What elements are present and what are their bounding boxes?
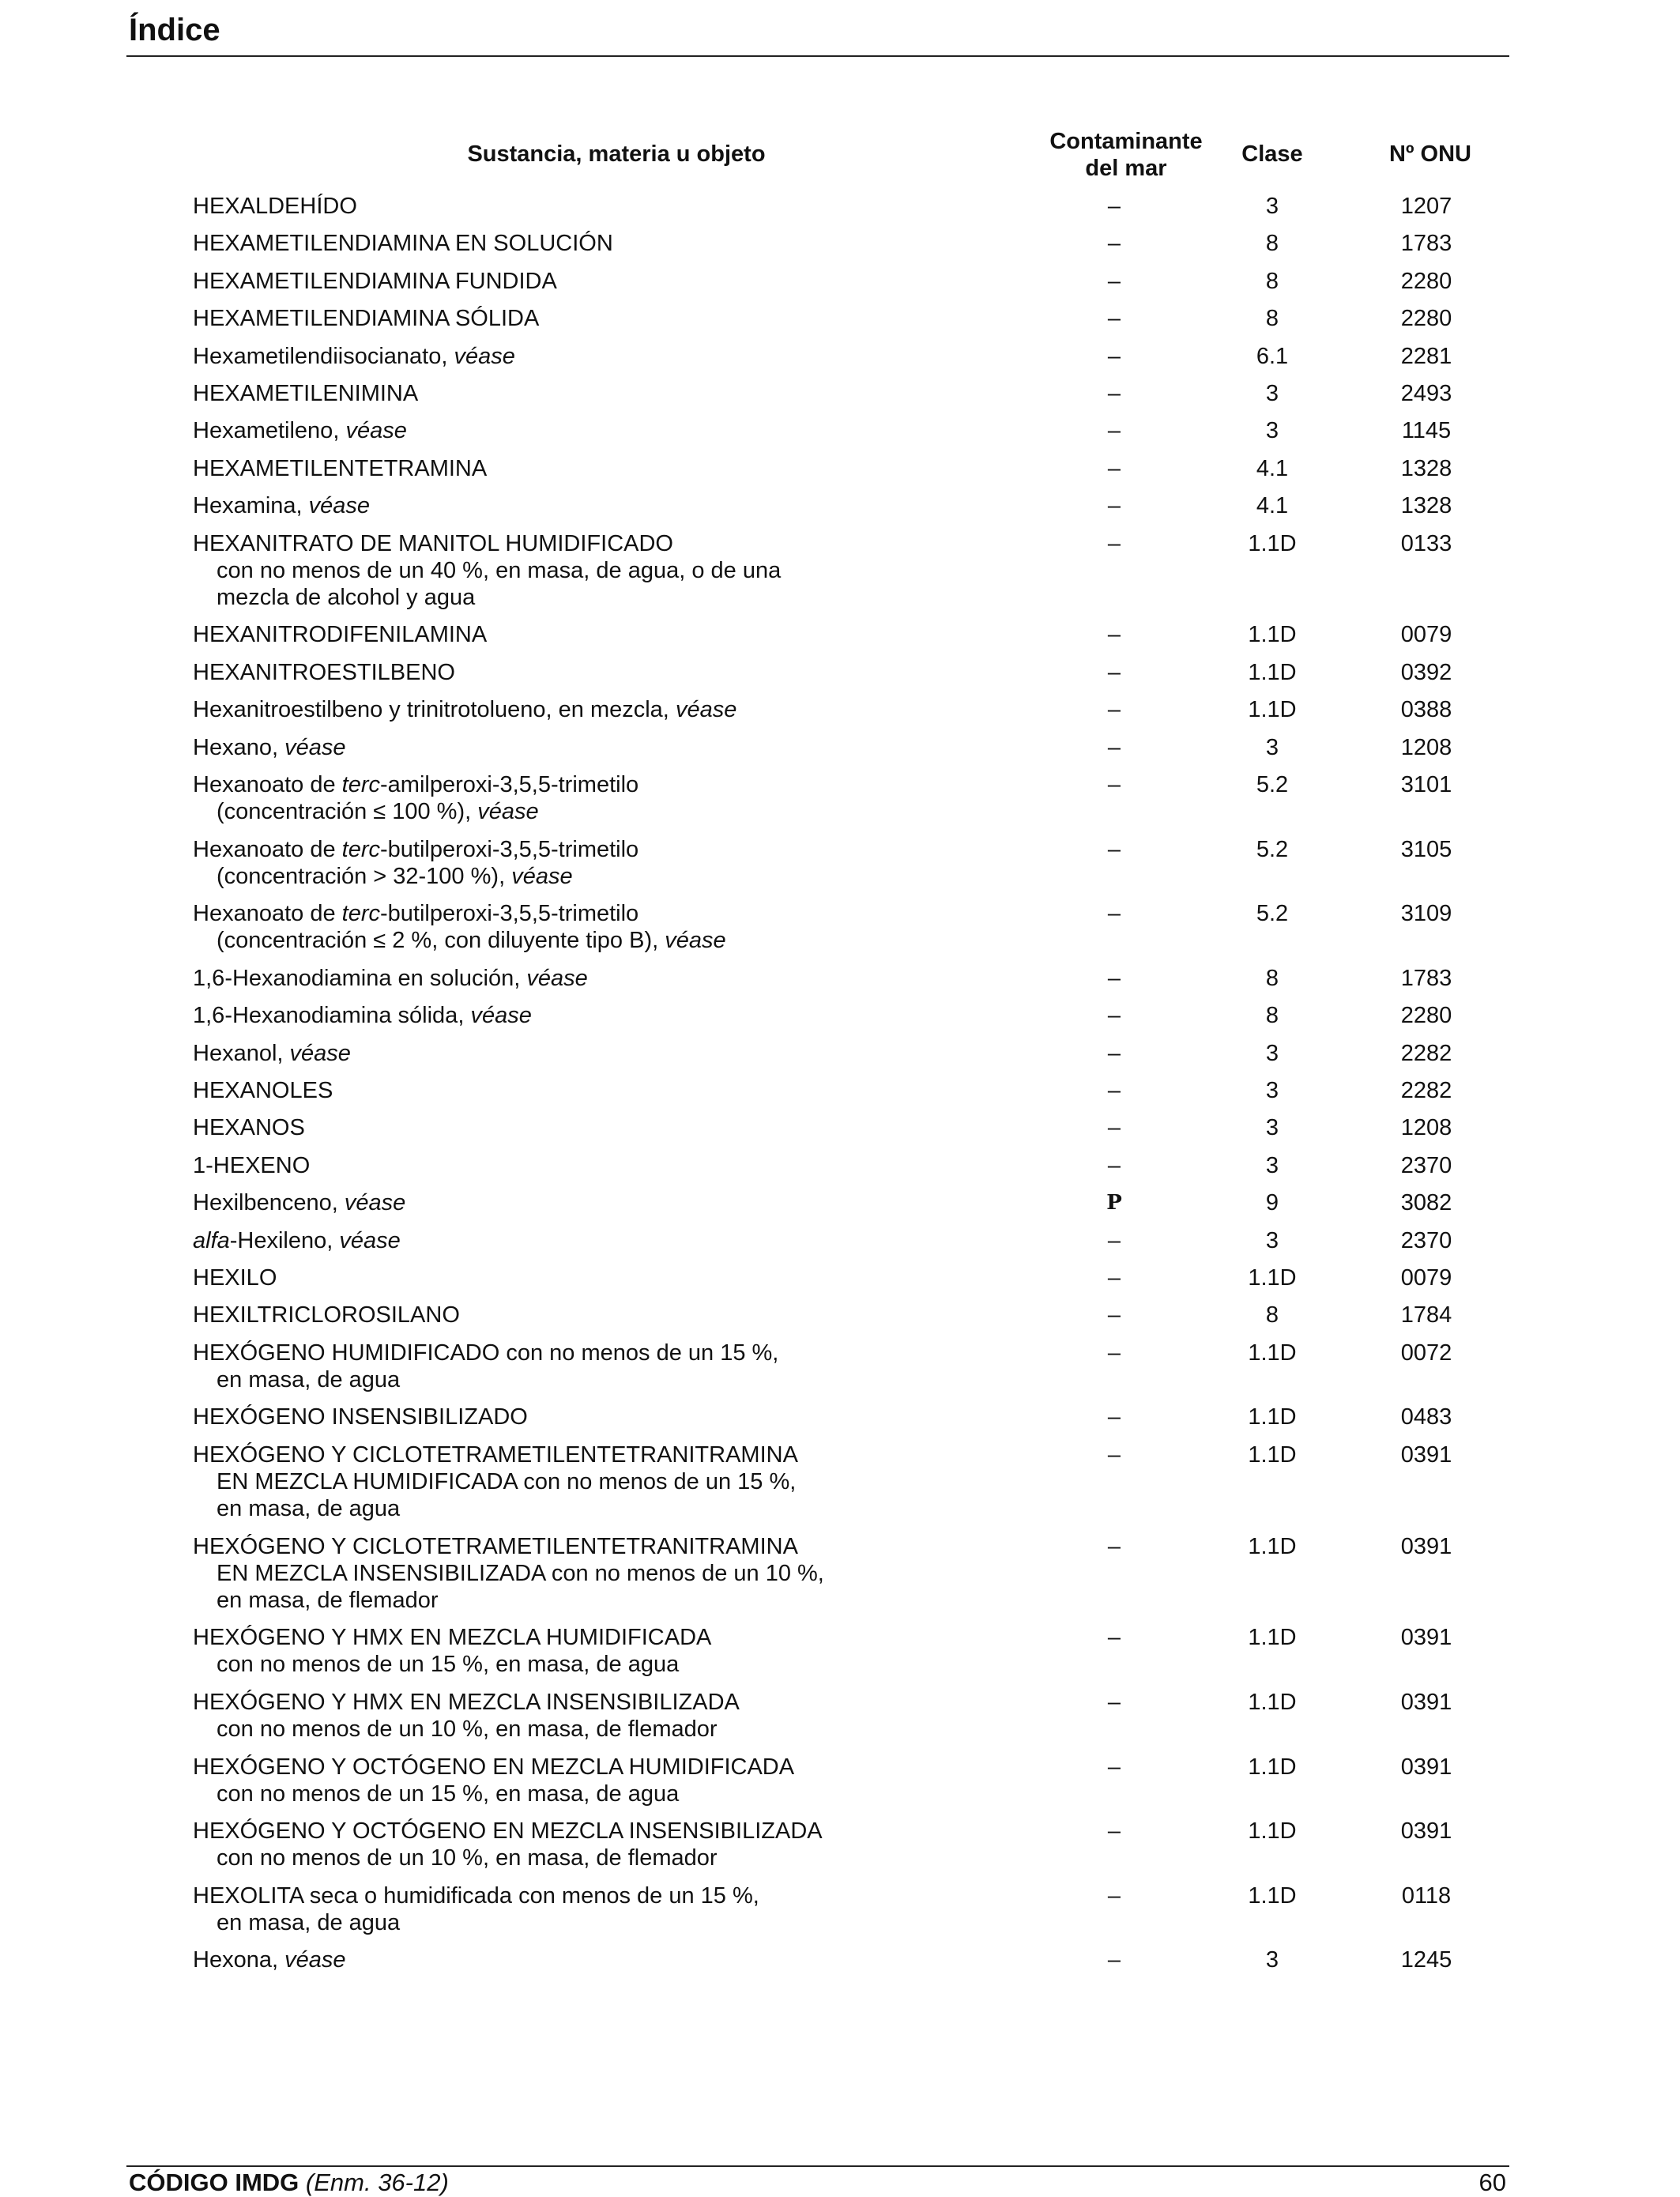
class-cell: 6.1 xyxy=(1256,343,1289,369)
marine-pollutant-cell: – xyxy=(1107,659,1121,685)
substance-name-text: (concentración ≤ 100 %), xyxy=(217,799,478,824)
substance-name-italic: véase xyxy=(284,734,346,760)
substance-name-text: HEXAMETILENDIAMINA EN SOLUCIÓN xyxy=(193,231,613,257)
substance-name-text: con no menos de un 15 %, en masa, de agua xyxy=(217,1781,680,1807)
un-number-cell: 2281 xyxy=(1400,343,1452,369)
substance-name-continuation xyxy=(193,1909,983,1936)
column-header-marine-line2: del mar xyxy=(1085,156,1167,181)
substance-name xyxy=(193,1002,983,1029)
substance-name xyxy=(193,492,983,519)
substance-name xyxy=(193,1624,983,1678)
class-cell: 3 xyxy=(1265,734,1279,760)
substance-name-continuation xyxy=(193,1651,983,1678)
un-number-cell: 2282 xyxy=(1400,1040,1452,1066)
class-cell: 1.1D xyxy=(1248,1404,1297,1430)
class-cell: 4.1 xyxy=(1256,493,1289,519)
substance-name-line xyxy=(193,696,983,723)
substance-name-text: -butilperoxi-3,5,5-trimetilo xyxy=(380,901,639,927)
substance-name-continuation xyxy=(193,1560,983,1587)
substance-name-continuation xyxy=(193,584,983,611)
substance-name-text: con no menos de un 15 %, en masa, de agua xyxy=(217,1652,680,1678)
substance-name-text: HEXANITRATO DE MANITOL HUMIDIFICADO xyxy=(193,530,673,556)
marine-pollutant-cell: – xyxy=(1107,194,1121,219)
un-number-cell: 0483 xyxy=(1400,1404,1452,1430)
substance-name-text: en masa, de agua xyxy=(217,1495,401,1521)
marine-pollutant-cell: – xyxy=(1107,1404,1121,1430)
marine-pollutant-cell: – xyxy=(1107,836,1121,862)
substance-name-line xyxy=(193,1152,983,1179)
class-cell: 1.1D xyxy=(1248,1754,1297,1780)
un-number-cell: 0133 xyxy=(1400,530,1452,556)
marine-pollutant-cell: – xyxy=(1107,1533,1121,1559)
substance-name-text: HEXÓGENO Y OCTÓGENO EN MEZCLA HUMIDIFICADA xyxy=(193,1754,795,1780)
un-number-cell: 1328 xyxy=(1400,455,1452,481)
marine-pollutant-cell: – xyxy=(1107,1078,1121,1103)
un-number-cell: 0118 xyxy=(1401,1882,1452,1909)
substance-name xyxy=(193,1040,983,1067)
substance-name-line xyxy=(193,1946,983,1973)
substance-name xyxy=(193,696,983,723)
substance-name xyxy=(193,268,983,295)
substance-name-text: (concentración > 32-100 %), xyxy=(217,863,512,889)
un-number-cell: 2282 xyxy=(1400,1078,1452,1103)
substance-name xyxy=(193,1189,983,1216)
class-cell: 1.1D xyxy=(1248,1818,1297,1845)
substance-name-italic: terc xyxy=(341,836,380,862)
marine-pollutant-cell: – xyxy=(1107,901,1121,927)
substance-name-text: en masa, de agua xyxy=(217,1909,401,1935)
substance-name-text: EN MEZCLA INSENSIBILIZADA con no menos de un 10 %, xyxy=(217,1560,824,1586)
column-header-marine-line1: Contaminante xyxy=(1049,129,1203,154)
class-cell: 1.1D xyxy=(1248,622,1297,648)
un-number-cell: 0072 xyxy=(1400,1340,1452,1366)
substance-name-italic: véase xyxy=(345,418,407,444)
class-cell: 8 xyxy=(1265,231,1279,257)
class-cell: 3 xyxy=(1265,1947,1279,1973)
un-number-cell: 0391 xyxy=(1400,1533,1452,1559)
substance-name xyxy=(193,1441,983,1522)
substance-name-text: mezcla de alcohol y agua xyxy=(217,584,476,610)
header-rule xyxy=(126,55,1509,57)
page-title: Índice xyxy=(129,13,220,47)
substance-name-italic: véase xyxy=(344,1190,406,1216)
substance-name xyxy=(193,900,983,954)
substance-name-italic: véase xyxy=(675,697,737,723)
substance-name xyxy=(193,1302,983,1328)
substance-name xyxy=(193,659,983,686)
substance-name-text: HEXOLITA seca o humidificada con menos de un 15 %, xyxy=(193,1882,759,1909)
substance-name-line xyxy=(193,771,983,798)
un-number-cell: 1328 xyxy=(1400,493,1452,519)
substance-name-italic: terc xyxy=(341,901,380,927)
class-cell: 3 xyxy=(1265,1040,1279,1066)
substance-name-line xyxy=(193,1189,983,1216)
marine-pollutant-cell: – xyxy=(1107,622,1121,648)
marine-pollutant-cell: – xyxy=(1107,418,1121,444)
substance-name-text: en masa, de flemador xyxy=(217,1587,439,1613)
substance-name xyxy=(193,1533,983,1614)
marine-pollutant-cell: – xyxy=(1107,1227,1121,1253)
un-number-cell: 3082 xyxy=(1400,1190,1452,1216)
substance-name-text: HEXILO xyxy=(193,1265,277,1291)
marine-pollutant-cell: – xyxy=(1107,493,1121,519)
substance-name xyxy=(193,1114,983,1141)
substance-name-line xyxy=(193,1002,983,1029)
class-cell: 3 xyxy=(1265,1078,1279,1103)
marine-pollutant-cell: P xyxy=(1106,1191,1122,1215)
class-cell: 1.1D xyxy=(1248,1533,1297,1559)
substance-name-continuation xyxy=(193,1716,983,1743)
substance-name xyxy=(193,1077,983,1104)
substance-name xyxy=(193,734,983,761)
substance-name xyxy=(193,836,983,890)
substance-name-text: HEXAMETILENIMINA xyxy=(193,381,419,406)
substance-name xyxy=(193,1264,983,1291)
substance-name-text: Hexano, xyxy=(193,734,285,760)
substance-name-text: con no menos de un 10 %, en masa, de flemador xyxy=(217,1845,718,1871)
un-number-cell: 2370 xyxy=(1400,1152,1452,1178)
un-number-cell: 0392 xyxy=(1400,659,1452,685)
marine-pollutant-cell: – xyxy=(1107,306,1121,332)
class-cell: 1.1D xyxy=(1248,1882,1297,1909)
un-number-cell: 1145 xyxy=(1401,418,1452,444)
substance-name xyxy=(193,621,983,648)
class-cell: 5.2 xyxy=(1256,901,1289,927)
class-cell: 3 xyxy=(1265,381,1279,406)
class-cell: 8 xyxy=(1265,1302,1279,1328)
substance-name-text: HEXANITROESTILBENO xyxy=(193,659,455,685)
un-number-cell: 0391 xyxy=(1400,1690,1452,1715)
substance-name xyxy=(193,1818,983,1871)
marine-pollutant-cell: – xyxy=(1107,1265,1121,1291)
class-cell: 3 xyxy=(1265,418,1279,444)
footer-code xyxy=(129,2169,449,2197)
substance-name-line xyxy=(193,1689,983,1716)
marine-pollutant-cell: – xyxy=(1107,1115,1121,1141)
class-cell: 5.2 xyxy=(1256,836,1289,862)
substance-name xyxy=(193,380,983,407)
substance-name-text: con no menos de un 10 %, en masa, de flemador xyxy=(217,1717,718,1742)
substance-name-continuation xyxy=(193,863,983,890)
substance-name-line xyxy=(193,305,983,332)
marine-pollutant-cell: – xyxy=(1107,772,1121,797)
footer-code-name: CÓDIGO IMDG xyxy=(129,2169,299,2196)
page-number: 60 xyxy=(1478,2169,1506,2196)
substance-name-text: con no menos de un 40 %, en masa, de agua, o de una xyxy=(217,557,782,583)
substance-name-text: HEXANOLES xyxy=(193,1078,333,1103)
un-number-cell: 0391 xyxy=(1400,1754,1452,1780)
un-number-cell: 2493 xyxy=(1400,381,1452,406)
marine-pollutant-cell: – xyxy=(1107,1340,1121,1366)
substance-name-line xyxy=(193,530,983,557)
substance-name-text: Hexona, xyxy=(193,1947,285,1973)
substance-name-text: (concentración ≤ 2 %, con diluyente tipo B), xyxy=(217,928,665,954)
substance-name-line xyxy=(193,1077,983,1104)
substance-name-line xyxy=(193,1040,983,1067)
marine-pollutant-cell: – xyxy=(1107,343,1121,369)
substance-name-italic: véase xyxy=(470,1003,532,1029)
substance-name-line xyxy=(193,1227,983,1254)
substance-name-text: 1-HEXENO xyxy=(193,1152,311,1178)
substance-name xyxy=(193,1882,983,1936)
substance-name-line xyxy=(193,734,983,761)
marine-pollutant-cell: – xyxy=(1107,965,1121,991)
class-cell: 1.1D xyxy=(1248,1265,1297,1291)
marine-pollutant-cell: – xyxy=(1107,381,1121,406)
marine-pollutant-cell: – xyxy=(1107,455,1121,481)
substance-name-continuation xyxy=(193,1587,983,1614)
substance-name xyxy=(193,1689,983,1743)
un-number-cell: 1245 xyxy=(1400,1947,1452,1973)
un-number-cell: 0391 xyxy=(1400,1441,1452,1468)
substance-name-line xyxy=(193,1441,983,1468)
substance-name-line xyxy=(193,1533,983,1560)
marine-pollutant-cell: – xyxy=(1107,1818,1121,1845)
marine-pollutant-cell: – xyxy=(1107,697,1121,723)
substance-name-text: EN MEZCLA HUMIDIFICADA con no menos de un 15 %, xyxy=(217,1468,797,1494)
substance-name-line xyxy=(193,965,983,992)
substance-name xyxy=(193,230,983,257)
un-number-cell: 1784 xyxy=(1400,1302,1452,1328)
substance-name-text: HEXALDEHÍDO xyxy=(193,194,357,219)
marine-pollutant-cell: – xyxy=(1107,268,1121,294)
substance-name-text: 1,6-Hexanodiamina sólida, xyxy=(193,1003,471,1029)
substance-name-text: en masa, de agua xyxy=(217,1366,401,1392)
class-cell: 5.2 xyxy=(1256,772,1289,797)
marine-pollutant-cell: – xyxy=(1107,1040,1121,1066)
substance-name-text: Hexanoato de xyxy=(193,772,342,797)
un-number-cell: 1783 xyxy=(1400,965,1452,991)
substance-name-italic: véase xyxy=(289,1040,351,1066)
substance-name-line xyxy=(193,193,983,220)
substance-name-line xyxy=(193,230,983,257)
marine-pollutant-cell: – xyxy=(1107,1152,1121,1178)
marine-pollutant-cell: – xyxy=(1107,1625,1121,1651)
footer-rule xyxy=(126,2165,1509,2167)
substance-name-text: HEXANITRODIFENILAMINA xyxy=(193,622,488,648)
un-number-cell: 1208 xyxy=(1400,734,1452,760)
substance-name xyxy=(193,1946,983,1973)
un-number-cell: 1208 xyxy=(1400,1115,1452,1141)
un-number-cell: 1783 xyxy=(1400,231,1452,257)
substance-name xyxy=(193,305,983,332)
class-cell: 1.1D xyxy=(1248,1625,1297,1651)
marine-pollutant-cell: – xyxy=(1107,231,1121,257)
substance-name-italic: véase xyxy=(477,799,539,824)
substance-name-text: 1,6-Hexanodiamina en solución, xyxy=(193,965,527,991)
substance-name-italic: terc xyxy=(341,772,380,797)
class-cell: 8 xyxy=(1265,268,1279,294)
class-cell: 1.1D xyxy=(1248,530,1297,556)
un-number-cell: 1207 xyxy=(1400,194,1452,219)
substance-name-italic: alfa xyxy=(193,1227,230,1253)
class-cell: 1.1D xyxy=(1248,1340,1297,1366)
un-number-cell: 2280 xyxy=(1400,1003,1452,1029)
un-number-cell: 0391 xyxy=(1400,1818,1452,1845)
class-cell: 1.1D xyxy=(1248,1690,1297,1715)
substance-name-text: Hexilbenceno, xyxy=(193,1190,345,1216)
class-cell: 9 xyxy=(1265,1190,1279,1216)
substance-name-text: Hexamina, xyxy=(193,493,309,519)
substance-name-text: HEXÓGENO Y OCTÓGENO EN MEZCLA INSENSIBILIZADA xyxy=(193,1818,823,1845)
substance-name xyxy=(193,1152,983,1179)
substance-name-continuation xyxy=(193,557,983,584)
substance-name-italic: véase xyxy=(308,493,371,519)
substance-name xyxy=(193,1227,983,1254)
column-header-un-number: Nº ONU xyxy=(1388,141,1472,167)
class-cell: 3 xyxy=(1265,1115,1279,1141)
substance-name-continuation xyxy=(193,798,983,825)
class-cell: 8 xyxy=(1265,1003,1279,1029)
substance-name-continuation xyxy=(193,1845,983,1871)
marine-pollutant-cell: – xyxy=(1107,734,1121,760)
substance-name-text: -Hexileno, xyxy=(229,1227,340,1253)
substance-name-line xyxy=(193,1302,983,1328)
substance-name-continuation xyxy=(193,1781,983,1807)
substance-name-italic: véase xyxy=(339,1227,401,1253)
substance-name-text: HEXAMETILENDIAMINA SÓLIDA xyxy=(193,306,540,332)
substance-name-continuation xyxy=(193,1495,983,1522)
class-cell: 8 xyxy=(1265,306,1279,332)
substance-name xyxy=(193,1340,983,1393)
un-number-cell: 3105 xyxy=(1400,836,1452,862)
marine-pollutant-cell: – xyxy=(1107,1882,1121,1909)
substance-name-text: Hexametilendiisocianato, xyxy=(193,343,454,369)
un-number-cell: 2280 xyxy=(1400,306,1452,332)
substance-name-text: HEXÓGENO Y CICLOTETRAMETILENTETRANITRAMINA xyxy=(193,1533,798,1559)
class-cell: 1.1D xyxy=(1248,697,1297,723)
marine-pollutant-cell: – xyxy=(1107,1754,1121,1780)
footer-amendment: (Enm. 36-12) xyxy=(305,2169,449,2196)
class-cell: 1.1D xyxy=(1248,1441,1297,1468)
substance-name-text: HEXANOS xyxy=(193,1115,305,1141)
substance-name-line xyxy=(193,1340,983,1366)
substance-name-text: HEXÓGENO Y HMX EN MEZCLA HUMIDIFICADA xyxy=(193,1625,712,1651)
substance-name xyxy=(193,455,983,482)
un-number-cell: 3101 xyxy=(1400,772,1452,797)
substance-name xyxy=(193,771,983,825)
substance-name-line xyxy=(193,621,983,648)
marine-pollutant-cell: – xyxy=(1107,1302,1121,1328)
marine-pollutant-cell: – xyxy=(1107,1947,1121,1973)
substance-name-line xyxy=(193,1818,983,1845)
substance-name-line xyxy=(193,1754,983,1781)
substance-name-line xyxy=(193,659,983,686)
marine-pollutant-cell: – xyxy=(1107,1690,1121,1715)
un-number-cell: 3109 xyxy=(1400,901,1452,927)
substance-name xyxy=(193,193,983,220)
marine-pollutant-cell: – xyxy=(1107,1003,1121,1029)
substance-name-line xyxy=(193,343,983,370)
substance-name-text: Hexanoato de xyxy=(193,836,342,862)
substance-name-text: HEXILTRICLOROSILANO xyxy=(193,1302,460,1328)
substance-name xyxy=(193,417,983,444)
class-cell: 3 xyxy=(1265,1227,1279,1253)
substance-name-italic: véase xyxy=(526,965,588,991)
substance-name xyxy=(193,1404,983,1430)
substance-name-line xyxy=(193,1882,983,1909)
marine-pollutant-cell: – xyxy=(1107,530,1121,556)
substance-name xyxy=(193,1754,983,1807)
class-cell: 8 xyxy=(1265,965,1279,991)
substance-name-italic: véase xyxy=(284,1947,346,1973)
substance-name-text: HEXÓGENO Y CICLOTETRAMETILENTETRANITRAMINA xyxy=(193,1441,798,1468)
substance-name-text: HEXÓGENO INSENSIBILIZADO xyxy=(193,1404,528,1430)
substance-name-line xyxy=(193,1264,983,1291)
substance-name-text: Hexanol, xyxy=(193,1040,290,1066)
substance-name-line xyxy=(193,836,983,863)
marine-pollutant-cell: – xyxy=(1107,1441,1121,1468)
substance-name-text: -amilperoxi-3,5,5-trimetilo xyxy=(380,772,639,797)
substance-name-line xyxy=(193,1624,983,1651)
class-cell: 3 xyxy=(1265,194,1279,219)
substance-name-continuation xyxy=(193,1468,983,1495)
substance-name-line xyxy=(193,492,983,519)
substance-name-italic: véase xyxy=(511,863,573,889)
un-number-cell: 0079 xyxy=(1400,1265,1452,1291)
substance-name-line xyxy=(193,268,983,295)
substance-name-continuation xyxy=(193,1366,983,1393)
substance-name-text: -butilperoxi-3,5,5-trimetilo xyxy=(380,836,639,862)
un-number-cell: 0391 xyxy=(1400,1625,1452,1651)
column-header-class: Clase xyxy=(1241,141,1303,167)
substance-name-italic: véase xyxy=(665,928,726,954)
substance-name-text: Hexanoato de xyxy=(193,901,342,927)
substance-name-text: HEXÓGENO Y HMX EN MEZCLA INSENSIBILIZADA xyxy=(193,1690,740,1715)
substance-name-italic: véase xyxy=(454,343,515,369)
un-number-cell: 0079 xyxy=(1400,622,1452,648)
un-number-cell: 2280 xyxy=(1400,268,1452,294)
substance-name-text: Hexametileno, xyxy=(193,418,346,444)
class-cell: 4.1 xyxy=(1256,455,1289,481)
substance-name-text: Hexanitroestilbeno y trinitrotolueno, en mezcla, xyxy=(193,697,676,723)
class-cell: 1.1D xyxy=(1248,659,1297,685)
substance-name-line xyxy=(193,380,983,407)
substance-name-line xyxy=(193,900,983,927)
substance-name-line xyxy=(193,417,983,444)
un-number-cell: 0388 xyxy=(1400,697,1452,723)
column-header-substance: Sustancia, materia u objeto xyxy=(467,141,766,167)
substance-name-line xyxy=(193,1404,983,1430)
substance-name-line xyxy=(193,455,983,482)
class-cell: 3 xyxy=(1265,1152,1279,1178)
substance-name xyxy=(193,530,983,611)
substance-name xyxy=(193,965,983,992)
un-number-cell: 2370 xyxy=(1400,1227,1452,1253)
substance-name-text: HEXÓGENO HUMIDIFICADO con no menos de un 15 %, xyxy=(193,1340,779,1366)
substance-name-continuation xyxy=(193,927,983,954)
substance-name-line xyxy=(193,1114,983,1141)
substance-name-text: HEXAMETILENTETRAMINA xyxy=(193,455,488,481)
substance-name xyxy=(193,343,983,370)
substance-name-text: HEXAMETILENDIAMINA FUNDIDA xyxy=(193,268,557,294)
